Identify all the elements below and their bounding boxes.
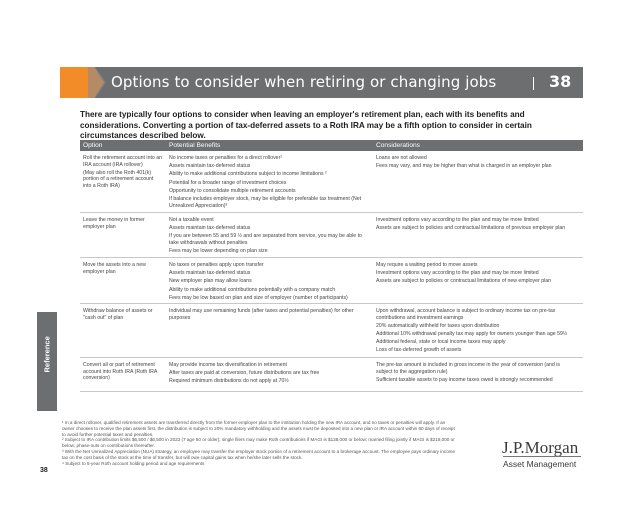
benefit-item: New employer plan may allow loans bbox=[169, 278, 252, 285]
table-row bbox=[80, 213, 583, 258]
benefit-item: Assets maintain tax-deferred status bbox=[169, 163, 251, 170]
benefit-item: Not a taxable event bbox=[169, 217, 214, 223]
benefit-item: Required minimum distributions do not apply at 70½ bbox=[169, 378, 289, 385]
consideration-item: Assets are subject to policies and contractual limitations of previous employer plan bbox=[376, 225, 566, 232]
page-number: 38 bbox=[40, 467, 48, 474]
option-text: Roll the retirement account into an IRA account (IRA rollover) bbox=[83, 155, 163, 168]
option-text: Convert all or part of retirement account into Roth IRA (Roth IRA conversion) bbox=[83, 362, 158, 382]
considerations-cell bbox=[376, 155, 576, 171]
considerations-cell bbox=[376, 217, 576, 233]
benefit-item: Ability to make additional contributions subject to income limitations ² bbox=[169, 171, 327, 178]
column-header-considerations: Considerations bbox=[376, 141, 420, 149]
consideration-item: Investment options vary according to the plan and may be more limited bbox=[376, 270, 539, 277]
benefit-item: Assets maintain tax-deferred status bbox=[169, 225, 251, 232]
logo-divider bbox=[503, 456, 581, 457]
footnote: ¹ In a direct rollover, qualified retirement assets are transferred directly from the former employer plan to the institution holding the new IRA account, and no taxes or penalties will apply. If an owner chooses to receive the plan assets first, the distribution is subject to 20% mandatory withholding and the assets must be deposited into a new plan or IRA account within 60 days of receipt to avoid further potential taxes and penalties. bbox=[62, 420, 455, 437]
footnotes bbox=[62, 420, 457, 466]
consideration-item: Additional 10% withdrawal penalty tax may apply for owners younger than age 59½ bbox=[376, 330, 568, 337]
consideration-item: May require a waiting period to move assets bbox=[376, 262, 478, 268]
footnote: ⁴ Subject to 5-year Roth account holding period and age requirements bbox=[62, 460, 205, 466]
option-cell bbox=[83, 262, 163, 277]
table-row bbox=[80, 258, 583, 304]
column-header-option: Option bbox=[83, 141, 103, 149]
consideration-item: Investment options vary according to the plan and may be more limited bbox=[376, 217, 539, 223]
column-header-benefits: Potential Benefits bbox=[169, 141, 221, 149]
option-text: Move the assets into a new employer plan bbox=[83, 262, 146, 275]
consideration-item: Additional federal, state or local income taxes may apply bbox=[376, 339, 506, 346]
consideration-item: Upon withdrawal, account balance is subject to ordinary income tax on pre-tax contributions and investment earnings bbox=[376, 308, 556, 321]
consideration-item: Loans are not allowed bbox=[376, 155, 427, 161]
benefit-item: Potential for a broader range of investment choices bbox=[169, 179, 287, 186]
side-tab-label: Reference bbox=[42, 336, 52, 373]
header-divider bbox=[533, 77, 534, 90]
benefit-item: After taxes are paid at conversion, future distributions are tax free bbox=[169, 370, 320, 377]
consideration-item: 20% automatically withheld for taxes upon distribution bbox=[376, 322, 500, 329]
consideration-item: Fees may vary, and may be higher than what is charged in an employer plan bbox=[376, 163, 552, 170]
table-row bbox=[80, 304, 583, 358]
option-cell bbox=[83, 155, 163, 191]
benefit-item: Ability to make additional contributions potentially with a company match bbox=[169, 286, 336, 293]
benefit-item: If balance includes employer stock, may be eligible for preferable tax treatment (Net Unrealized Appreciation)³ bbox=[169, 195, 362, 209]
benefits-cell bbox=[169, 308, 369, 323]
benefit-item: No income taxes or penalties for a direct rollover¹ bbox=[169, 155, 283, 161]
table-row bbox=[80, 151, 583, 213]
jpmorgan-logo: J.P.Morgan bbox=[502, 438, 579, 457]
consideration-item: The pre-tax amount is included in gross income in the year of conversion (and is subject to the aggregation rule) bbox=[376, 362, 560, 375]
benefit-item: Fees may be lower depending on plan size bbox=[169, 248, 268, 255]
logo-subtitle: Asset Management bbox=[503, 459, 577, 469]
benefit-item: Fees may be low based on plan and size of employer (number of participants) bbox=[169, 294, 348, 301]
intro-text: There are typically four options to consider when leaving an employer's retirement plan, each with its benefits and considerations. Converting a portion of tax-deferred assets to a Roth IRA may be a fifth option to consider in certain circumstances described below. bbox=[80, 110, 532, 140]
option-text: Leave the money in former employer plan bbox=[83, 217, 145, 230]
benefit-item: Individual may use remaining funds (after taxes and potential penalties) for other purposes bbox=[169, 308, 354, 321]
consideration-item: Loss of tax-deferred growth of assets bbox=[376, 347, 462, 354]
option-cell bbox=[83, 362, 163, 383]
option-cell bbox=[83, 217, 163, 232]
header-page-number: 38 bbox=[549, 72, 572, 91]
option-text: Withdraw balance of assets or "cash out" of plan bbox=[83, 308, 153, 321]
table-row bbox=[80, 358, 583, 392]
option-text: (May also roll the Roth 401(k) portion of a retirement account into a Roth IRA) bbox=[83, 169, 154, 189]
consideration-item: Assets are subject to policies or contractual limitations of new employer plan bbox=[376, 278, 552, 285]
benefit-item: If you are between 55 and 59 ½ and are separated from service, you may be able to take withdrawals without penalties bbox=[169, 233, 362, 246]
benefit-item: Assets maintain tax-deferred status bbox=[169, 270, 251, 277]
benefits-cell bbox=[169, 155, 369, 211]
benefit-item: May provide income tax diversification in retirement bbox=[169, 362, 287, 368]
footnote: ³ With the Net Unrealized Appreciation (NUA) strategy, an employee may transfer the employer stock portion of a retirement account to a brokerage account. The employee pays ordinary income tax on the cost basis of the stock at the time of transfer, but will owe capital gains tax when he/she later sells the stock. bbox=[62, 448, 456, 460]
benefit-item: No taxes or penalties apply upon transfer bbox=[169, 262, 264, 268]
benefit-item: Opportunity to consolidate multiple retirement accounts bbox=[169, 187, 296, 194]
consideration-item: Sufficient taxable assets to pay income taxes owed is strongly recommended bbox=[376, 376, 553, 383]
considerations-cell bbox=[376, 262, 576, 287]
benefits-cell bbox=[169, 262, 369, 303]
option-cell bbox=[83, 308, 163, 323]
table-header bbox=[80, 140, 583, 151]
benefits-cell bbox=[169, 217, 369, 256]
page-title: Options to consider when retiring or changing jobs bbox=[111, 73, 497, 91]
considerations-cell bbox=[376, 362, 576, 385]
benefits-cell bbox=[169, 362, 369, 387]
footnote: ² Subject to IRA contribution limits $6,500 / $6,500 in 2023 (7 age 50 or older); single filers may make Roth contributions if MAGI is $138,000 or below; married filing jointly if MAGI is $218,000 or below; phase-outs on contributions thereafter. bbox=[62, 437, 455, 449]
considerations-cell bbox=[376, 308, 576, 356]
